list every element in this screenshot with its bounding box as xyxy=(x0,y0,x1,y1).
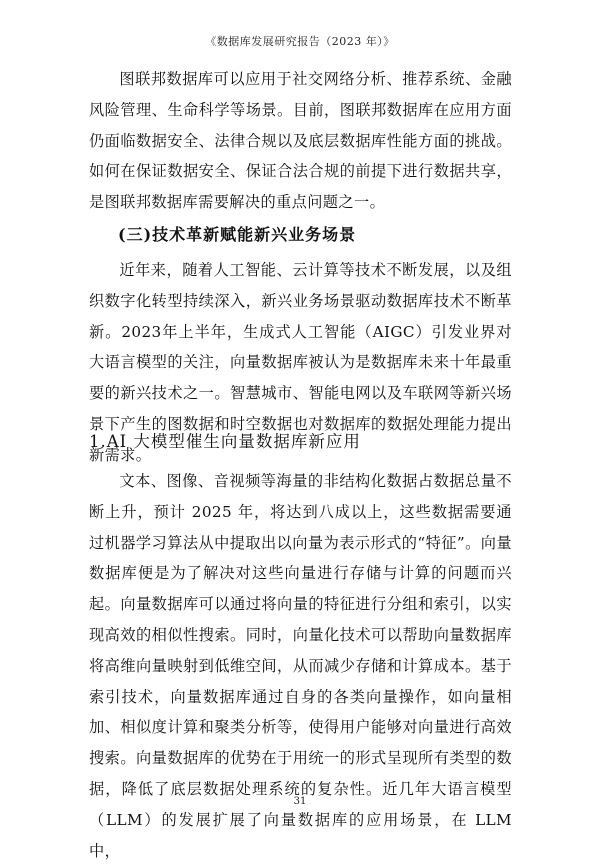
paragraph-federated-graph-db: 图联邦数据库可以应用于社交网络分析、推荐系统、金融风险管理、生命科学等场景。目前，图联邦数据库在应用方面仍面临数据安全、法律合规以及底层数据库性能方面的挑战。如何在保证数据安全、保证合法合规的前提下进行数据共享，是图联邦数据库需要解决的重点问题之一。 xyxy=(89,70,512,212)
running-header: 《数据库发展研究报告（2023 年）》 xyxy=(205,35,395,48)
paragraph-vector-database: 文本、图像、音视频等海量的非结构化数据占数据总量不断上升，预计 2025 年，将达到八成以上，这些数据需要通过机器学习算法从中提取出以向量为表示形式的“特征”。向量数据库便是为了解决对这些向量进行存储与计算的问题而兴起。向量数据库可以通过将向量的特征进行分组和索引，以实现高效的相似性搜索。同时，向量化技术可以帮助向量数据库将高维向量映射到低维空间，从而减少存储和计算成本。基于索引技术，向量数据库通过自身的各类向量操作，如向量相加、相似度计算和聚类分析等，使得用户能够对向量进行高效搜索。向量数据库的优势在于用统一的形式呈现所有类型的数据，降低了底层数据处理系统的复杂性。近几年大语言模型（LLM）的发展扩展了向量数据库的应用场景，在 LLM 中， xyxy=(89,472,512,860)
page-number: 31 xyxy=(293,796,307,807)
subsection-heading: 1.AI 大模型催生向量数据库新应用 xyxy=(89,432,361,451)
section-heading: (三)技术革新赋能新兴业务场景 xyxy=(118,225,357,244)
paragraph-new-business-scenarios: 近年来，随着人工智能、云计算等技术不断发展，以及组织数字化转型持续深入，新兴业务场景驱动数据库技术不断革新。2023年上半年，生成式人工智能（AIGC）引发业界对大语言模型的关注，向量数据库被认为是数据库未来十年最重要的新兴技术之一。智慧城市、智能电网以及车联网等新兴场景下产生的图数据和时空数据也对数据库的数据处理能力提出新需求。 xyxy=(89,261,512,464)
